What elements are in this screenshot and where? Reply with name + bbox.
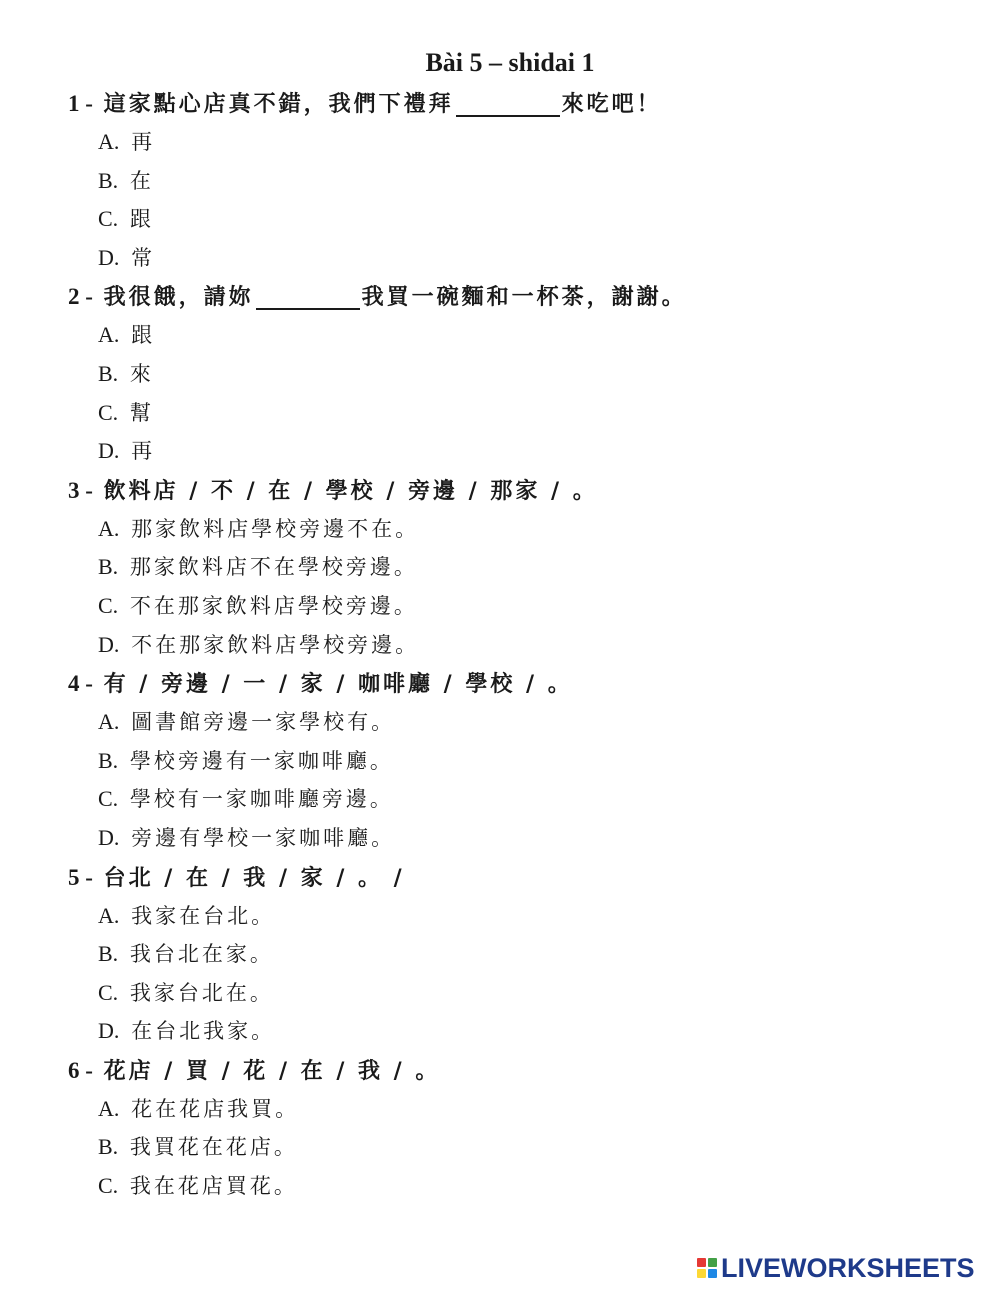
option-key: B.: [98, 941, 119, 967]
option-text: 我買花在花店。: [129, 1135, 298, 1160]
option-text: 常: [131, 245, 156, 270]
question-number: 3 -: [68, 477, 93, 503]
option-key: D.: [98, 824, 120, 850]
question-6: [68, 1051, 968, 1206]
option-text: 我在花店買花。: [129, 1174, 298, 1199]
option-text: 在台北我家。: [131, 1019, 276, 1044]
question-2: [68, 277, 968, 470]
option-key: A.: [98, 129, 120, 154]
question-number: 4 -: [68, 671, 93, 697]
liveworksheets-logo: [697, 1255, 975, 1281]
question-text: [68, 277, 968, 316]
answer-option[interactable]: [68, 626, 968, 665]
question-number: 6 -: [68, 1057, 93, 1083]
option-text: 我家台北在。: [129, 980, 274, 1005]
option-key: C.: [98, 1173, 119, 1199]
answer-blank[interactable]: [256, 284, 360, 310]
option-text: 來: [129, 361, 154, 386]
answer-option[interactable]: [68, 703, 968, 742]
option-key: D.: [98, 631, 120, 657]
question-stem: 飲料店 / 不 / 在 / 學校 / 旁邊 / 那家 / 。: [103, 477, 598, 504]
question-stem: 有 / 旁邊 / 一 / 家 / 咖啡廳 / 學校 / 。: [103, 671, 573, 698]
option-key: C.: [98, 206, 119, 232]
answer-option[interactable]: [68, 780, 968, 819]
option-text: 花在花店我買。: [131, 1096, 300, 1121]
option-text: 那家飲料店學校旁邊不在。: [131, 516, 420, 541]
option-text: 學校旁邊有一家咖啡廳。: [129, 748, 394, 773]
question-list: [68, 84, 968, 1206]
option-text: 我家在台北。: [131, 903, 276, 928]
option-key: C.: [98, 592, 119, 618]
option-text: 幫: [129, 400, 154, 425]
option-text: 不在那家飲料店學校旁邊。: [131, 632, 420, 657]
option-key: B.: [98, 360, 119, 386]
option-key: D.: [98, 244, 120, 270]
option-key: A.: [98, 322, 120, 348]
option-key: C.: [98, 979, 119, 1005]
answer-option[interactable]: [68, 587, 968, 626]
option-text: 跟: [131, 323, 156, 348]
question-5: [68, 858, 968, 1051]
answer-option[interactable]: [68, 162, 968, 201]
option-key: B.: [98, 747, 119, 773]
option-key: C.: [98, 786, 119, 812]
question-1: [68, 84, 968, 277]
answer-option[interactable]: [68, 200, 968, 239]
question-number: 5 -: [68, 864, 93, 890]
option-key: A.: [98, 709, 120, 735]
question-3: [68, 471, 968, 664]
answer-option[interactable]: [68, 123, 968, 162]
question-stem: 這家點心店真不錯，我們下禮拜: [103, 91, 454, 117]
option-text: 我台北在家。: [129, 942, 274, 967]
option-key: A.: [98, 1095, 120, 1121]
answer-option[interactable]: [68, 1090, 968, 1129]
option-text: 再: [131, 130, 156, 154]
option-text: 跟: [129, 207, 154, 232]
option-key: B.: [98, 167, 119, 193]
option-key: C.: [98, 399, 119, 425]
answer-option[interactable]: [68, 1012, 968, 1051]
question-stem: 我很餓，請妳: [103, 284, 254, 311]
logo-text: LIVEWORKSHEETS: [721, 1253, 975, 1283]
question-text: [68, 84, 968, 123]
answer-option[interactable]: [68, 897, 968, 936]
page-title: Bài 5 – shidai 1: [425, 48, 595, 77]
liveworksheets-blocks-icon: [697, 1258, 717, 1278]
option-text: 再: [131, 439, 156, 464]
answer-option[interactable]: [68, 316, 968, 355]
option-key: B.: [98, 554, 119, 580]
answer-option[interactable]: [68, 548, 968, 587]
option-key: D.: [98, 1018, 120, 1044]
option-key: D.: [98, 438, 120, 464]
question-stem-end: 來吃吧！: [561, 91, 662, 117]
question-text: [68, 664, 968, 703]
option-text: 圖書館旁邊一家學校有。: [131, 710, 396, 735]
answer-option[interactable]: [68, 394, 968, 433]
question-stem-end: 我買一碗麵和一杯茶，謝謝。: [361, 284, 687, 311]
question-stem: 台北 / 在 / 我 / 家 / 。 /: [103, 864, 405, 891]
answer-option[interactable]: [68, 355, 968, 394]
option-text: 學校有一家咖啡廳旁邊。: [129, 787, 394, 812]
question-number: 1 -: [68, 91, 93, 116]
question-text: [68, 471, 968, 510]
option-key: A.: [98, 902, 120, 928]
question-number: 2 -: [68, 284, 93, 310]
question-stem: 花店 / 買 / 花 / 在 / 我 / 。: [103, 1057, 441, 1084]
answer-option[interactable]: [68, 239, 968, 278]
option-text: 那家飲料店不在學校旁邊。: [129, 555, 418, 580]
answer-option[interactable]: [68, 1128, 968, 1167]
option-text: 在: [129, 168, 154, 193]
option-key: A.: [98, 515, 120, 541]
answer-option[interactable]: [68, 935, 968, 974]
option-text: 不在那家飲料店學校旁邊。: [129, 593, 418, 618]
option-text: 旁邊有學校一家咖啡廳。: [131, 825, 396, 850]
question-text: [68, 1051, 968, 1090]
option-key: B.: [98, 1134, 119, 1160]
question-4: [68, 664, 968, 857]
answer-blank[interactable]: [456, 91, 560, 117]
answer-option[interactable]: [68, 510, 968, 549]
answer-option[interactable]: [68, 1167, 968, 1206]
question-text: [68, 858, 968, 897]
answer-option[interactable]: [68, 432, 968, 471]
answer-option[interactable]: [68, 742, 968, 781]
answer-option[interactable]: [68, 974, 968, 1013]
answer-option[interactable]: [68, 819, 968, 858]
